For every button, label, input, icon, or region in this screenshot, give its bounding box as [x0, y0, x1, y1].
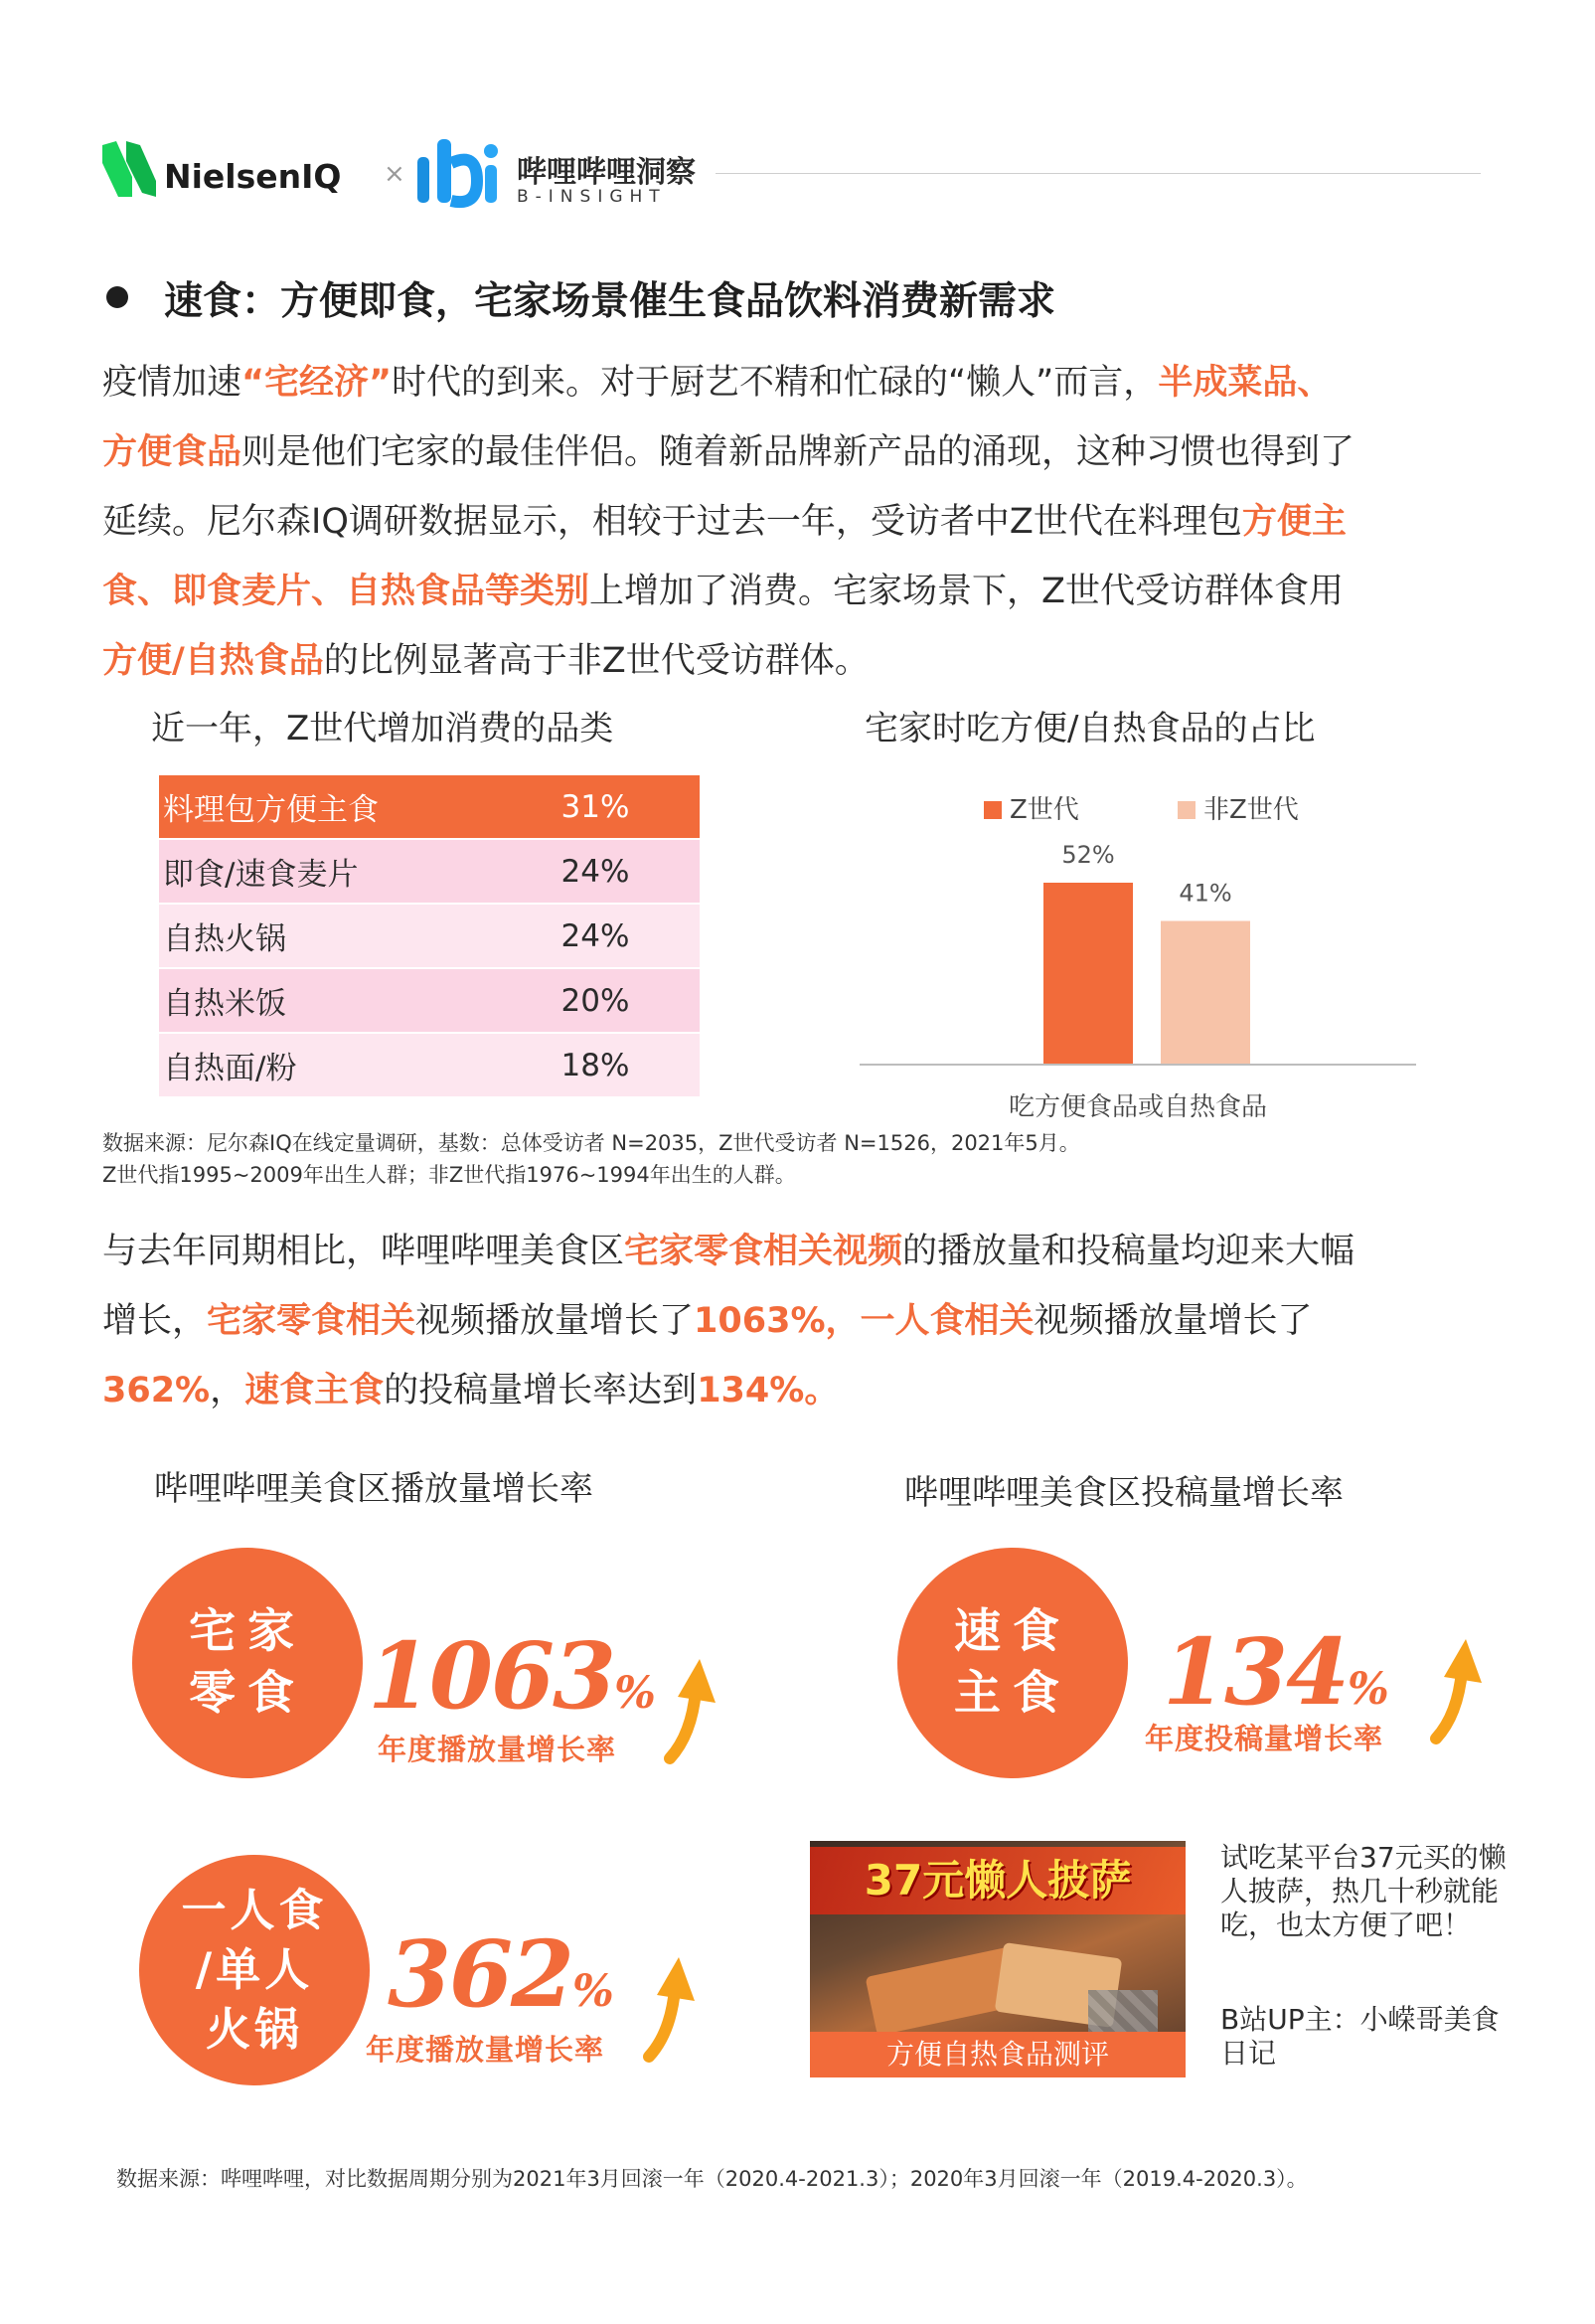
thumbnail-headline: 37元懒人披萨	[864, 1856, 1132, 1905]
badge-line: 火锅	[205, 2003, 303, 2056]
growth-number: 134	[1163, 1618, 1349, 1726]
data-label: 52%	[1061, 841, 1115, 869]
binsight-logo-cn: 哔哩哔哩洞察	[517, 155, 696, 190]
growth-unit: %	[614, 1668, 656, 1719]
table-row	[159, 969, 700, 1034]
table-title: 近一年，Z世代增加消费的品类	[151, 709, 614, 748]
bar-chart	[850, 775, 1426, 1133]
text-run: 则是他们宅家的最佳伴侣。随着新品牌新产品的涌现，这种习惯也得到了	[241, 432, 1356, 472]
definition-note: Z世代指1995~2009年出生人群；非Z世代指1976~1994年出生的人群。	[102, 1163, 796, 1187]
highlight-text: 362%	[102, 1371, 211, 1411]
growth-unit: %	[572, 1966, 614, 2017]
text-run: 视频播放量增长了	[415, 1301, 695, 1341]
highlight-text: 方便主	[1241, 502, 1347, 542]
paragraph-line	[102, 348, 1494, 417]
paragraph-line	[102, 1356, 1494, 1425]
highlight-text: 速食主食	[244, 1371, 385, 1411]
category-label: 料理包方便主食	[159, 775, 487, 840]
nielseniq-logo-mark	[102, 141, 156, 197]
solo-growth-label: 年度播放量增长率	[366, 2033, 605, 2067]
badge-line: 一人食	[181, 1884, 328, 1936]
highlight-text: 方便食品	[102, 432, 242, 472]
highlight-text: 1063%，一人食相关	[694, 1301, 1035, 1341]
badge-line: 宅家	[189, 1604, 306, 1659]
source-note: 数据来源：尼尔森IQ在线定量调研，基数：总体受访者 N=2035，Z世代受访者 N=1526，2021年5月。	[102, 1131, 1080, 1155]
highlight-text: 宅家零食相关	[207, 1301, 416, 1341]
text-run: ，	[210, 1371, 245, 1411]
up-arrow-icon	[662, 1655, 721, 1764]
binsight-logo-en: B-INSIGHT	[517, 187, 667, 207]
home-snack-growth-label: 年度播放量增长率	[378, 1733, 617, 1766]
fast-food-growth-value	[1163, 1618, 1389, 1726]
text-run: 疫情加速	[102, 363, 242, 403]
category-label: 自热米饭	[159, 969, 487, 1034]
logo-separator: ×	[384, 159, 405, 189]
bullet-icon	[106, 286, 128, 308]
video-thumbnail[interactable]	[810, 1841, 1186, 2077]
header-divider	[716, 173, 1481, 174]
home-snack-growth-value	[368, 1622, 656, 1730]
growth-number: 362	[388, 1920, 573, 2028]
category-value: 18%	[487, 1034, 700, 1098]
table-row	[159, 775, 700, 840]
paragraph-line	[102, 557, 1494, 626]
play-growth-title: 哔哩哔哩美食区播放量增长率	[154, 1469, 593, 1509]
text-run: 的投稿量增长率达到	[384, 1371, 698, 1411]
growth-paragraph	[102, 1217, 1494, 1425]
paragraph-line	[102, 1217, 1494, 1286]
highlight-text: 宅家零食相关视频	[624, 1232, 903, 1271]
intro-paragraph	[102, 348, 1494, 696]
growth-unit: %	[1348, 1664, 1389, 1715]
up-arrow-icon	[1428, 1635, 1488, 1744]
upload-growth-title: 哔哩哔哩美食区投稿量增长率	[904, 1473, 1344, 1513]
paragraph-line	[102, 417, 1494, 487]
highlight-text: 食、即食麦片、自热食品等类别	[102, 572, 590, 611]
table-row	[159, 1034, 700, 1098]
category-value: 31%	[487, 775, 700, 840]
chart-title: 宅家时吃方便/自热食品的占比	[865, 709, 1316, 748]
category-value: 24%	[487, 905, 700, 969]
category-label: 自热面/粉	[159, 1034, 487, 1098]
legend-swatch	[984, 801, 1002, 819]
data-label: 41%	[1179, 879, 1232, 908]
thumbnail-caption: 方便自热食品测评	[885, 2038, 1109, 2071]
paragraph-line	[102, 1286, 1494, 1356]
text-run: 时代的到来。对于厨艺不精和忙碌的“懒人”而言，	[392, 363, 1159, 403]
table-row	[159, 840, 700, 905]
text-run: 的比例显著高于非Z世代受访群体。	[323, 641, 870, 681]
paragraph-line	[102, 626, 1494, 696]
highlight-text: 方便/自热食品	[102, 641, 324, 681]
nielseniq-logo-text: NielsenIQ	[164, 157, 342, 196]
video-description: 试吃某平台37元买的懒人披萨，热几十秒就能吃，也太方便了吧！	[1220, 1841, 1507, 1941]
fast-food-badge	[897, 1548, 1128, 1778]
solo-dining-badge	[139, 1855, 370, 2085]
legend-label: 非Z世代	[1203, 795, 1299, 825]
binsight-logo-mark	[415, 137, 501, 209]
source-note-bottom: 数据来源：哔哩哔哩，对比数据周期分别为2021年3月回滚一年（2020.4-2021.3）；2020年3月回滚一年（2019.4-2020.3）。	[116, 2167, 1308, 2191]
category-label: 即食/速食麦片	[159, 840, 487, 905]
category-value: 24%	[487, 840, 700, 905]
fast-food-growth-label: 年度投稿量增长率	[1145, 1722, 1384, 1755]
text-run: 的播放量和投稿量均迎来大幅	[902, 1232, 1356, 1271]
badge-line: 速食	[954, 1604, 1071, 1659]
text-run: 视频播放量增长了	[1034, 1301, 1313, 1341]
category-label: 自热火锅	[159, 905, 487, 969]
bar	[1161, 921, 1250, 1065]
highlight-text: 半成菜品、	[1158, 363, 1333, 403]
highlight-text: 134%。	[697, 1371, 840, 1411]
badge-line: 主食	[954, 1666, 1071, 1721]
paragraph-line	[102, 487, 1494, 557]
growth-number: 1063	[368, 1622, 615, 1730]
legend-swatch	[1178, 801, 1196, 819]
category-label: 吃方便食品或自热食品	[1008, 1092, 1268, 1122]
table-row	[159, 905, 700, 969]
legend-label: Z世代	[1010, 795, 1079, 825]
solo-growth-value	[388, 1920, 614, 2028]
up-arrow-icon	[641, 1953, 701, 2063]
text-run: 与去年同期相比，哔哩哔哩美食区	[102, 1232, 625, 1271]
text-run: 延续。尼尔森IQ调研数据显示，相较于过去一年，受访者中Z世代在料理包	[102, 502, 1242, 542]
highlight-text: “宅经济”	[241, 363, 393, 403]
home-snack-badge	[132, 1548, 363, 1778]
text-run: 增长，	[102, 1301, 208, 1341]
badge-line: 零食	[189, 1666, 306, 1721]
section-title: 速食：方便即食，宅家场景催生食品饮料消费新需求	[164, 279, 1056, 324]
text-run: 上增加了消费。宅家场景下，Z世代受访群体食用	[589, 572, 1344, 611]
category-value: 20%	[487, 969, 700, 1034]
category-table	[159, 775, 700, 1098]
bar	[1043, 883, 1133, 1064]
badge-line: /单人	[195, 1943, 314, 1996]
video-uploader: B站UP主：小嵘哥美食日记	[1220, 2003, 1500, 2070]
